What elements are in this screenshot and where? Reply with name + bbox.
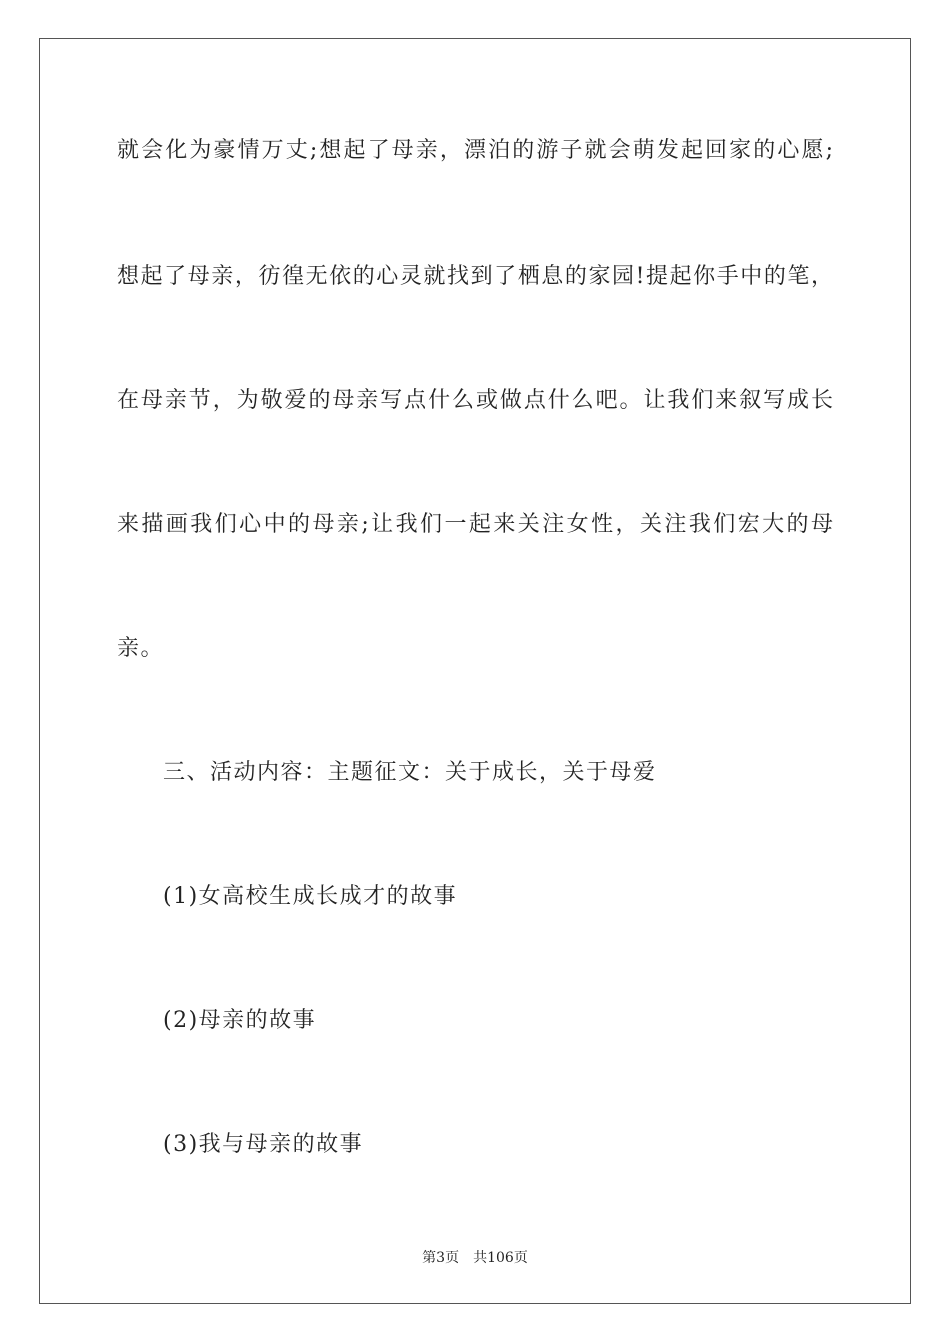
list-item: (1)女高校生成长成才的故事	[163, 884, 458, 909]
page-frame	[39, 38, 911, 1304]
paragraph-line: 想起了母亲，彷徨无依的心灵就找到了栖息的家园!提起你手中的笔，	[117, 264, 833, 289]
list-item: (2)母亲的故事	[163, 1008, 317, 1033]
paragraph-line: 亲。	[117, 636, 165, 661]
paragraph-line: 就会化为豪情万丈;想起了母亲，漂泊的游子就会萌发起回家的心愿;	[117, 138, 833, 163]
section-heading: 三、活动内容：主题征文：关于成长，关于母爱	[163, 760, 657, 785]
paragraph-line: 在母亲节，为敬爱的母亲写点什么或做点什么吧。让我们来叙写成长	[117, 388, 833, 413]
page-number-total: 共106页	[473, 1250, 528, 1266]
paragraph-line: 来描画我们心中的母亲;让我们一起来关注女性，关注我们宏大的母	[117, 512, 833, 537]
page-number-current: 第3页	[422, 1250, 460, 1266]
page-footer	[0, 1249, 950, 1267]
list-item: (3)我与母亲的故事	[163, 1132, 364, 1157]
